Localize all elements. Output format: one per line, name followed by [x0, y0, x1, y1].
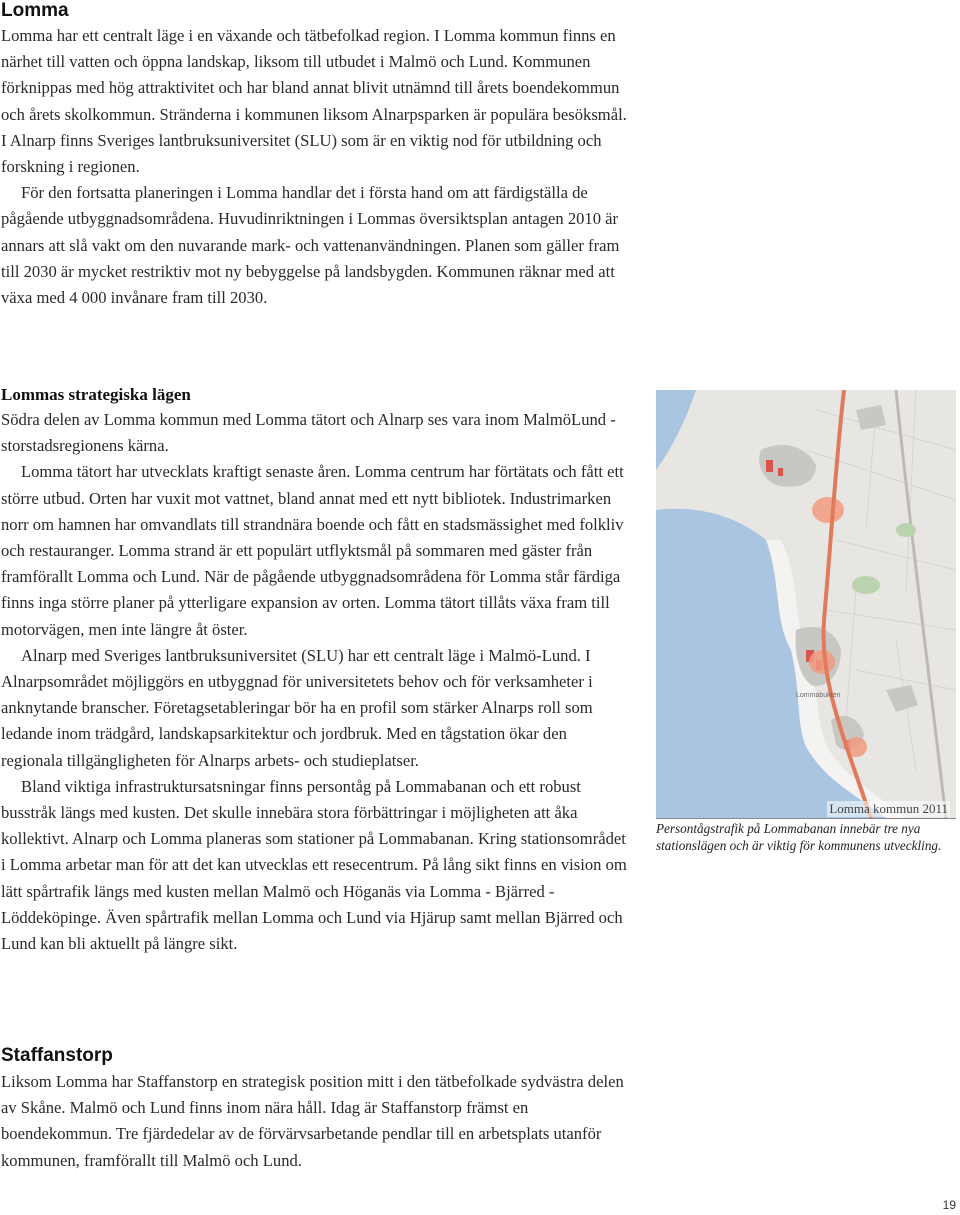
map-credit: Lomma kommun 2011: [829, 801, 948, 816]
paragraph: Bland viktiga infrastruktursatsningar finns persontåg på Lommabanan och ett robust busstråk längs med kusten. Det skulle innebära stora förbättringar i möjligheten att åka kollektivt. Alnarp och Lomma planeras som stationer på Lommabanan. Kring stationsområdet i Lomma arbetar man för att det kan utvecklas ett resecentrum. På lång sikt finns en vision om lätt spårtrafik längs med kusten mellan Malmö och Höganäs via Lomma - Bjärred - Löddeköpinge. Även spårtrafik mellan Lomma och Lund via Hjärup samt mellan Bjärred och Lund kan bli aktuellt på längre sikt.: [1, 776, 627, 954]
section-heading-lomma: Lomma: [1, 0, 69, 21]
page-number: 19: [942, 1198, 956, 1212]
section-heading-strategic: Lommas strategiska lägen: [1, 385, 191, 404]
section-body-strategic: [1, 407, 629, 957]
paragraph: Lomma har ett centralt läge i en växande och tätbefolkad region. I Lomma kommun finns en närhet till vatten och öppna landskap, liksom till utbudet i Malmö och Lund. Kommunen förknippas med hög attraktivitet och har bland annat blivit utnämnd till årets boendekommun och årets skolkommun. Stränderna i kommunen liksom Alnarpsparken är populära besöksmål. I Alnarp finns Sveriges lantbruksuniversitet (SLU) som är en viktig nod för utbildning och forskning i regionen.: [1, 26, 627, 177]
figure-caption: Persontågstrafik på Lommabanan innebär tre nya stationslägen och är viktig för kommunens utveckling.: [656, 821, 942, 853]
map-figure: [656, 390, 956, 818]
paragraph: Alnarp med Sveriges lantbruksuniversitet (SLU) har ett centralt läge i Malmö-Lund. I Alnarpsområdet möjliggörs en utbyggnad för universitetets behov och för verksamheter i anknytande branscher. Företagsetableringar bör ha en profil som stärker Alnarps roll som ledande inom trädgård, landskapsarkitektur och jordbruk. Med en tågstation ökar den regionala tillgängligheten för Alnarps arbets- och studieplatser.: [1, 645, 593, 770]
map-image: [656, 390, 956, 818]
figure-divider: [656, 818, 956, 819]
paragraph: Lomma tätort har utvecklats kraftigt senaste åren. Lomma centrum har förtätats och fått ett större utbud. Orten har vuxit mot vattnet, bland annat med ett nytt bibliotek. Industrimarken norr om hamnen har omvandlats till strandnära boende och fått en stadsmässighet med folkliv och restauranger. Lomma strand är ett populärt utflyktsmål på sommaren med gäster från framförallt Lomma och Lund. När de pågående utbyggnadsområdena för Lomma står färdiga finns inga större planer på ytterligare expansion av orten. Lomma tätort tillåts växa fram till motorvägen, men inte längre åt öster.: [1, 462, 624, 639]
section-body-lomma: [1, 23, 629, 311]
section-body-staffanstorp: [1, 1069, 629, 1174]
section-heading-staffanstorp: Staffanstorp: [1, 1045, 113, 1066]
paragraph: Södra delen av Lomma kommun med Lomma tätort och Alnarp ses vara inom MalmöLund - storstadsregionens kärna.: [1, 410, 616, 456]
map-label-lommabukten: Lommabukten: [796, 692, 841, 699]
paragraph: Liksom Lomma har Staffanstorp en strategisk position mitt i den tätbefolkade sydvästra delen av Skåne. Malmö och Lund finns inom nära håll. Idag är Staffanstorp främst en boendekommun. Tre fjärdedelar av de förvärvsarbetande pendlar till en arbetsplats utanför kommunen, framförallt till Malmö och Lund.: [1, 1072, 624, 1170]
paragraph: För den fortsatta planeringen i Lomma handlar det i första hand om att färdigställa de pågående utbyggnadsområdena. Huvudinriktningen i Lommas översiktsplan antagen 2010 är annars att slå vakt om den nuvarande mark- och vattenanvändningen. Planen som gäller fram till 2030 är mycket restriktiv mot ny bebyggelse på landsbygden. Kommunen räknar med att växa med 4 000 invånare fram till 2030.: [1, 183, 620, 308]
